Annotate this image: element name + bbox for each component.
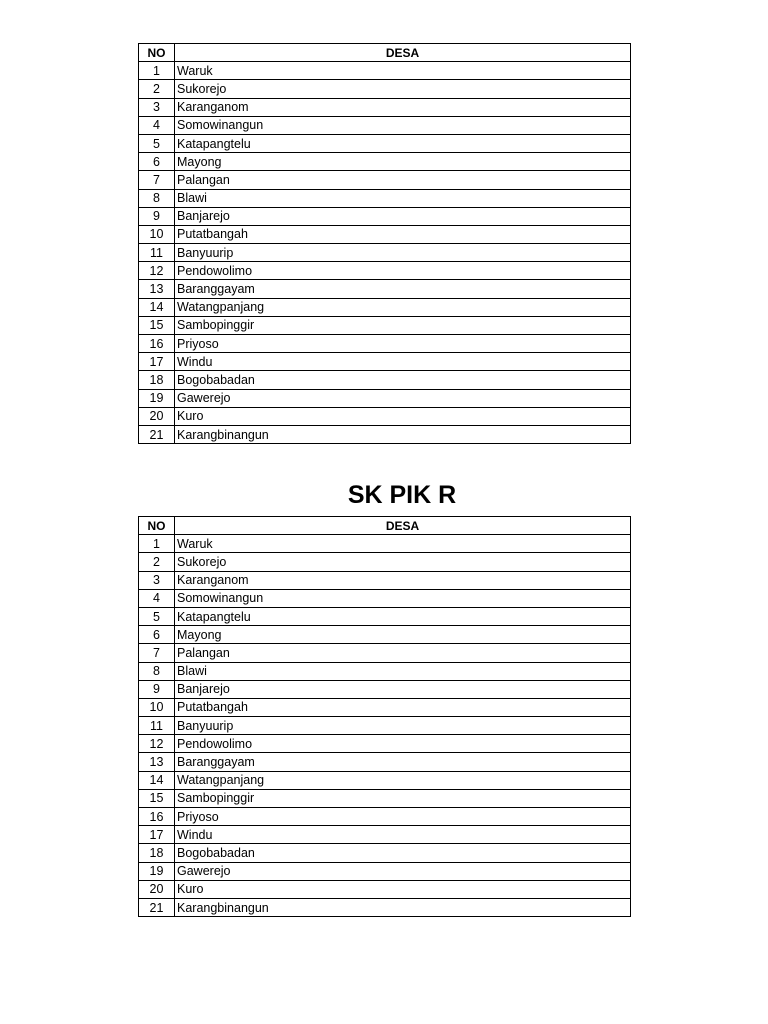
- table-row: [139, 662, 631, 680]
- row-number: 15: [139, 316, 175, 334]
- table-row: [139, 262, 631, 280]
- desa-name: Priyoso: [175, 808, 631, 826]
- desa-name: Windu: [175, 353, 631, 371]
- table-row: [139, 826, 631, 844]
- table-row: [139, 644, 631, 662]
- desa-table-1: [138, 43, 631, 444]
- table-row: [139, 62, 631, 80]
- row-number: 3: [139, 571, 175, 589]
- table-row: [139, 389, 631, 407]
- row-number: 16: [139, 335, 175, 353]
- table-row: [139, 225, 631, 243]
- table-row: [139, 425, 631, 443]
- table-row: [139, 698, 631, 716]
- row-number: 13: [139, 753, 175, 771]
- desa-name: Bogobabadan: [175, 844, 631, 862]
- row-number: 21: [139, 898, 175, 916]
- row-number: 16: [139, 808, 175, 826]
- desa-name: Mayong: [175, 153, 631, 171]
- table-row: [139, 571, 631, 589]
- row-number: 19: [139, 389, 175, 407]
- table-row: [139, 353, 631, 371]
- row-number: 18: [139, 371, 175, 389]
- table-row: [139, 589, 631, 607]
- table-row: [139, 626, 631, 644]
- row-number: 3: [139, 98, 175, 116]
- table-row: [139, 80, 631, 98]
- row-number: 12: [139, 735, 175, 753]
- table-header-row: [139, 44, 631, 62]
- row-number: 15: [139, 789, 175, 807]
- table-row: [139, 116, 631, 134]
- table-row: [139, 371, 631, 389]
- row-number: 11: [139, 717, 175, 735]
- row-number: 8: [139, 662, 175, 680]
- table-row: [139, 808, 631, 826]
- table-row: [139, 244, 631, 262]
- table-row: [139, 880, 631, 898]
- table-row: [139, 753, 631, 771]
- desa-name: Somowinangun: [175, 116, 631, 134]
- desa-name: Watangpanjang: [175, 771, 631, 789]
- table-row: [139, 171, 631, 189]
- desa-name: Sukorejo: [175, 80, 631, 98]
- row-number: 2: [139, 80, 175, 98]
- row-number: 7: [139, 171, 175, 189]
- desa-name: Blawi: [175, 189, 631, 207]
- table-row: [139, 153, 631, 171]
- row-number: 17: [139, 353, 175, 371]
- desa-name: Karangbinangun: [175, 898, 631, 916]
- row-number: 5: [139, 607, 175, 625]
- desa-name: Windu: [175, 826, 631, 844]
- table-row: [139, 844, 631, 862]
- desa-name: Pendowolimo: [175, 262, 631, 280]
- table-row: [139, 717, 631, 735]
- row-number: 9: [139, 680, 175, 698]
- desa-name: Palangan: [175, 644, 631, 662]
- row-number: 8: [139, 189, 175, 207]
- row-number: 20: [139, 407, 175, 425]
- desa-name: Putatbangah: [175, 698, 631, 716]
- table-row: [139, 316, 631, 334]
- table-row: [139, 789, 631, 807]
- table-row: [139, 189, 631, 207]
- desa-name: Kuro: [175, 880, 631, 898]
- row-number: 1: [139, 62, 175, 80]
- row-number: 21: [139, 425, 175, 443]
- table-row: [139, 335, 631, 353]
- desa-name: Priyoso: [175, 335, 631, 353]
- row-number: 10: [139, 225, 175, 243]
- desa-name: Katapangtelu: [175, 607, 631, 625]
- table-row: [139, 407, 631, 425]
- row-number: 5: [139, 134, 175, 152]
- row-number: 11: [139, 244, 175, 262]
- desa-name: Karanganom: [175, 571, 631, 589]
- table-row: [139, 207, 631, 225]
- table-row: [139, 280, 631, 298]
- row-number: 1: [139, 535, 175, 553]
- desa-name: Gawerejo: [175, 862, 631, 880]
- row-number: 12: [139, 262, 175, 280]
- row-number: 17: [139, 826, 175, 844]
- desa-name: Banjarejo: [175, 207, 631, 225]
- row-number: 19: [139, 862, 175, 880]
- desa-name: Karanganom: [175, 98, 631, 116]
- desa-name: Mayong: [175, 626, 631, 644]
- desa-name: Watangpanjang: [175, 298, 631, 316]
- desa-name: Somowinangun: [175, 589, 631, 607]
- section-title: SK PIK R: [347, 481, 457, 509]
- table-header-row: [139, 517, 631, 535]
- row-number: 4: [139, 589, 175, 607]
- row-number: 9: [139, 207, 175, 225]
- desa-name: Bogobabadan: [175, 371, 631, 389]
- desa-name: Sukorejo: [175, 553, 631, 571]
- row-number: 7: [139, 644, 175, 662]
- desa-name: Putatbangah: [175, 225, 631, 243]
- header-desa: DESA: [175, 517, 631, 535]
- row-number: 18: [139, 844, 175, 862]
- desa-name: Kuro: [175, 407, 631, 425]
- desa-table-2: [138, 516, 631, 917]
- table-row: [139, 862, 631, 880]
- row-number: 6: [139, 626, 175, 644]
- desa-name: Waruk: [175, 535, 631, 553]
- desa-name: Waruk: [175, 62, 631, 80]
- desa-name: Sambopinggir: [175, 789, 631, 807]
- row-number: 10: [139, 698, 175, 716]
- table-row: [139, 898, 631, 916]
- desa-name: Gawerejo: [175, 389, 631, 407]
- table-row: [139, 134, 631, 152]
- table-row: [139, 735, 631, 753]
- row-number: 13: [139, 280, 175, 298]
- table-row: [139, 298, 631, 316]
- desa-name: Baranggayam: [175, 753, 631, 771]
- desa-name: Banjarejo: [175, 680, 631, 698]
- table-row: [139, 98, 631, 116]
- header-desa: DESA: [175, 44, 631, 62]
- row-number: 14: [139, 298, 175, 316]
- desa-name: Pendowolimo: [175, 735, 631, 753]
- row-number: 4: [139, 116, 175, 134]
- desa-name: Baranggayam: [175, 280, 631, 298]
- table-row: [139, 535, 631, 553]
- desa-name: Palangan: [175, 171, 631, 189]
- row-number: 6: [139, 153, 175, 171]
- desa-name: Blawi: [175, 662, 631, 680]
- table-row: [139, 680, 631, 698]
- desa-name: Karangbinangun: [175, 425, 631, 443]
- desa-name: Katapangtelu: [175, 134, 631, 152]
- header-no: NO: [139, 44, 175, 62]
- row-number: 2: [139, 553, 175, 571]
- header-no: NO: [139, 517, 175, 535]
- table-row: [139, 771, 631, 789]
- table-row: [139, 607, 631, 625]
- row-number: 14: [139, 771, 175, 789]
- row-number: 20: [139, 880, 175, 898]
- desa-name: Banyuurip: [175, 244, 631, 262]
- desa-name: Banyuurip: [175, 717, 631, 735]
- desa-name: Sambopinggir: [175, 316, 631, 334]
- table-row: [139, 553, 631, 571]
